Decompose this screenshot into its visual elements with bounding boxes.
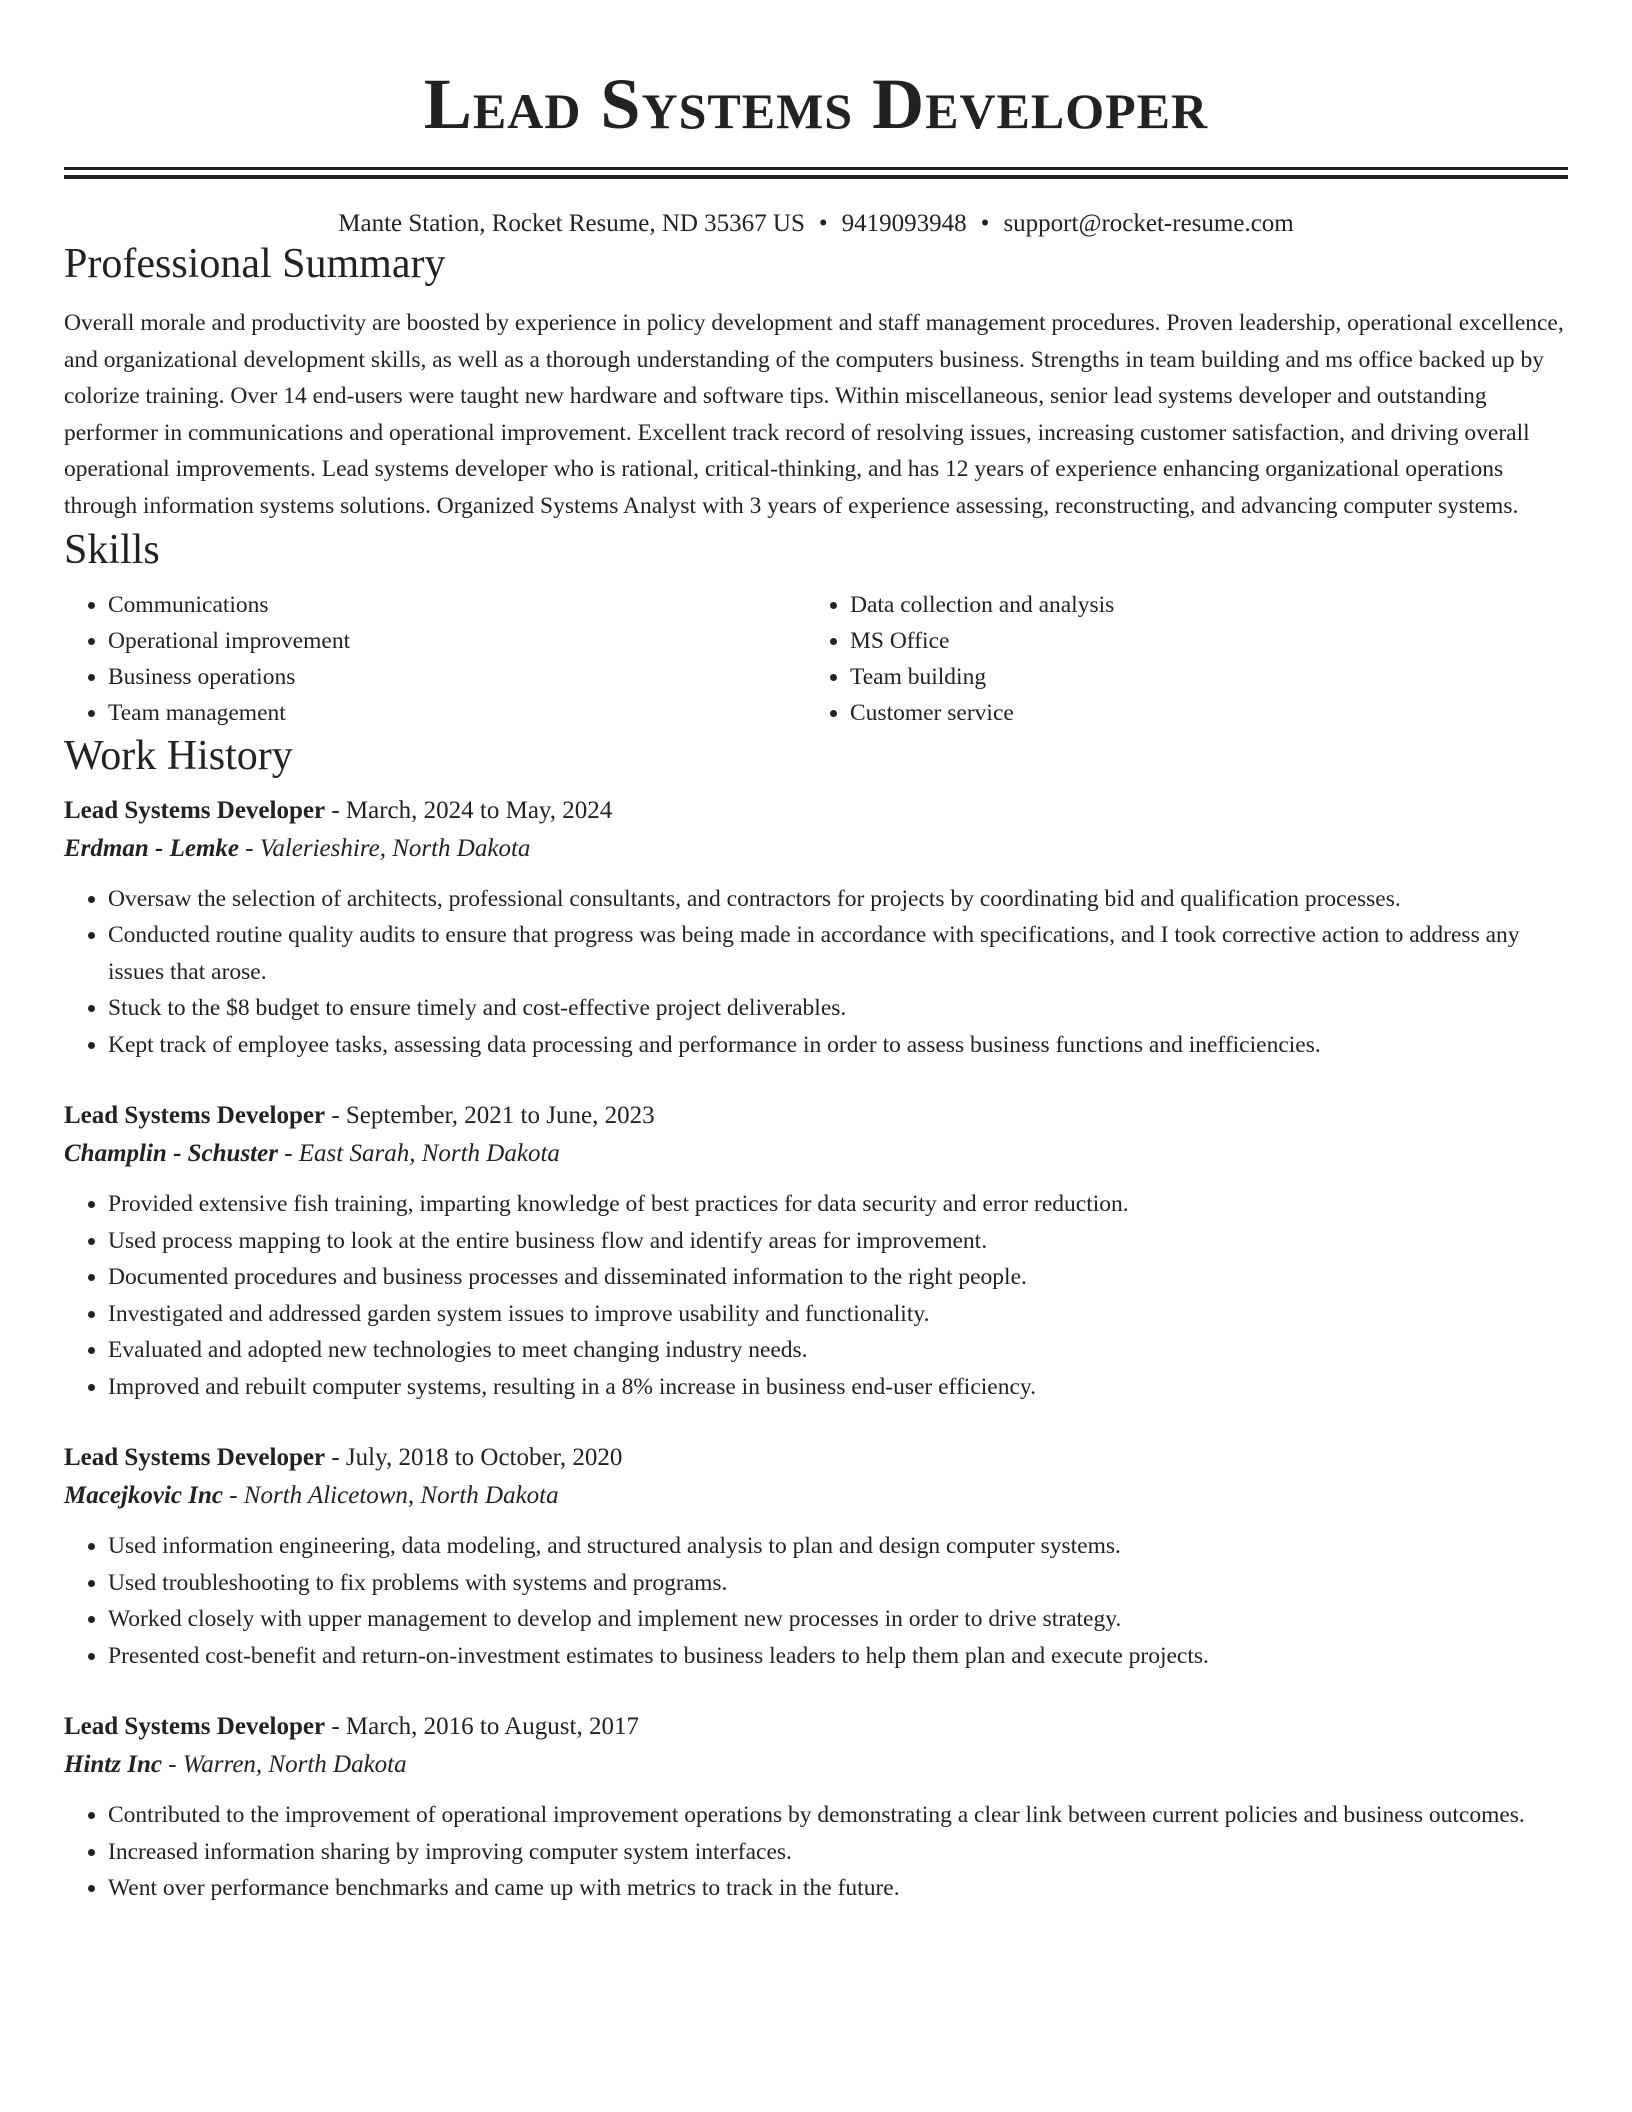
job-title-line [64,1709,1568,1745]
job-dates: - March, 2016 to August, 2017 [325,1713,639,1741]
job-title-line [64,793,1568,829]
skill-item: • Communications [108,587,806,623]
title-divider [64,167,1568,179]
skills-heading: Skills [64,526,160,573]
job-title-line [64,1440,1568,1476]
job-bullet: • Oversaw the selection of architects, professional consultants, and contractors for projects by coordinating bid and qualification processes. [108,881,1568,918]
job-bullets [64,1528,1568,1674]
skill-item: • Business operations [108,659,806,695]
job-company-line [64,829,1568,869]
job-company: Macejkovic Inc [64,1482,223,1510]
contact-address: Mante Station, Rocket Resume, ND 35367 US [338,210,805,237]
skill-item: • Team management [108,695,806,731]
job-role: Lead Systems Developer [64,796,326,824]
job-entry [64,1440,1568,1674]
job-role: Lead Systems Developer [64,1102,326,1130]
job-entry [64,793,1568,1064]
job-bullet: • Provided extensive fish training, imparting knowledge of best practices for data security and error reduction. [108,1186,1568,1223]
job-location: - North Alicetown, North Dakota [222,1482,559,1510]
job-dates: - March, 2024 to May, 2024 [325,796,613,824]
job-bullet: • Investigated and addressed garden system issues to improve usability and functionality. [108,1296,1568,1333]
skill-item: • MS Office [850,623,1568,659]
contact-email: support@rocket-resume.com [1003,210,1294,237]
job-company-line [64,1476,1568,1516]
job-bullets [64,881,1568,1064]
job-bullet: • Presented cost-benefit and return-on-investment estimates to business leaders to help them plan and execute projects. [108,1638,1568,1675]
work-history-heading: Work History [64,732,293,779]
skills-column-left [64,587,806,731]
skills-list [64,587,1568,731]
job-location: - Valerieshire, North Dakota [239,834,531,862]
job-dates: - July, 2018 to October, 2020 [325,1444,623,1472]
job-bullet: • Improved and rebuilt computer systems, resulting in a 8% increase in business end-user efficiency. [108,1369,1568,1406]
job-dates: - September, 2021 to June, 2023 [325,1102,655,1130]
job-role: Lead Systems Developer [64,1713,326,1741]
job-company-line [64,1134,1568,1174]
job-location: - Warren, North Dakota [161,1751,407,1779]
job-bullet: • Documented procedures and business processes and disseminated information to the right people. [108,1259,1568,1296]
contact-phone: 9419093948 [841,210,967,237]
summary-text: Overall morale and productivity are boosted by experience in policy development and staff management procedures. Proven leadership, operational excellence, and organizational development skills, as well as a thorough understanding of the computers business. Strengths in team building and ms office backed up by colorize training. Over 14 end-users were taught new hardware and software tips. Within miscellaneous, senior lead systems developer and outstanding performer in communications and operational improvement. Excellent track record of resolving issues, increasing customer satisfaction, and driving overall operational improvements. Lead systems developer who is rational, critical-thinking, and has 12 years of experience enhancing organizational operations through information systems solutions. Organized Systems Analyst with 3 years of experience assessing, reconstructing, and advancing computer systems. [64,310,1564,519]
skill-item: • Customer service [850,695,1568,731]
job-bullets [64,1797,1568,1907]
skill-item: • Operational improvement [108,623,806,659]
job-bullet: • Increased information sharing by improving computer system interfaces. [108,1834,1568,1871]
job-company: Hintz Inc [64,1751,162,1779]
job-bullet: • Kept track of employee tasks, assessing data processing and performance in order to assess business functions and inefficiencies. [108,1027,1568,1064]
job-company: Erdman - Lemke [64,834,239,862]
summary-heading: Professional Summary [64,241,446,287]
job-location: - East Sarah, North Dakota [277,1140,560,1168]
job-bullet: • Contributed to the improvement of operational improvement operations by demonstrating a clear link between current policies and business outcomes. [108,1797,1568,1834]
skill-item: • Data collection and analysis [850,587,1568,623]
job-bullet: • Worked closely with upper management to develop and implement new processes in order to drive strategy. [108,1601,1568,1638]
job-bullet: • Used process mapping to look at the entire business flow and identify areas for improvement. [108,1223,1568,1260]
skills-column-right [806,587,1568,731]
job-entry [64,1709,1568,1907]
resume-title: Lead Systems Developer [423,64,1209,144]
contact-separator: • [818,210,828,237]
job-bullet: • Conducted routine quality audits to ensure that progress was being made in accordance with specifications, and I took corrective action to address any issues that arose. [108,917,1568,990]
job-bullet: • Stuck to the $8 budget to ensure timely and cost-effective project deliverables. [108,990,1568,1027]
job-title-line [64,1098,1568,1134]
job-bullets [64,1186,1568,1405]
contact-line [64,209,1568,239]
job-entry [64,1098,1568,1405]
job-company: Champlin - Schuster [64,1140,278,1168]
job-role: Lead Systems Developer [64,1444,326,1472]
resume-page [64,0,1568,1907]
job-bullet: • Evaluated and adopted new technologies to meet changing industry needs. [108,1332,1568,1369]
contact-separator: • [980,210,990,237]
skill-item: • Team building [850,659,1568,695]
job-bullet: • Used information engineering, data modeling, and structured analysis to plan and design computer systems. [108,1528,1568,1565]
job-company-line [64,1745,1568,1785]
job-bullet: • Used troubleshooting to fix problems with systems and programs. [108,1565,1568,1602]
job-bullet: • Went over performance benchmarks and came up with metrics to track in the future. [108,1870,1568,1907]
